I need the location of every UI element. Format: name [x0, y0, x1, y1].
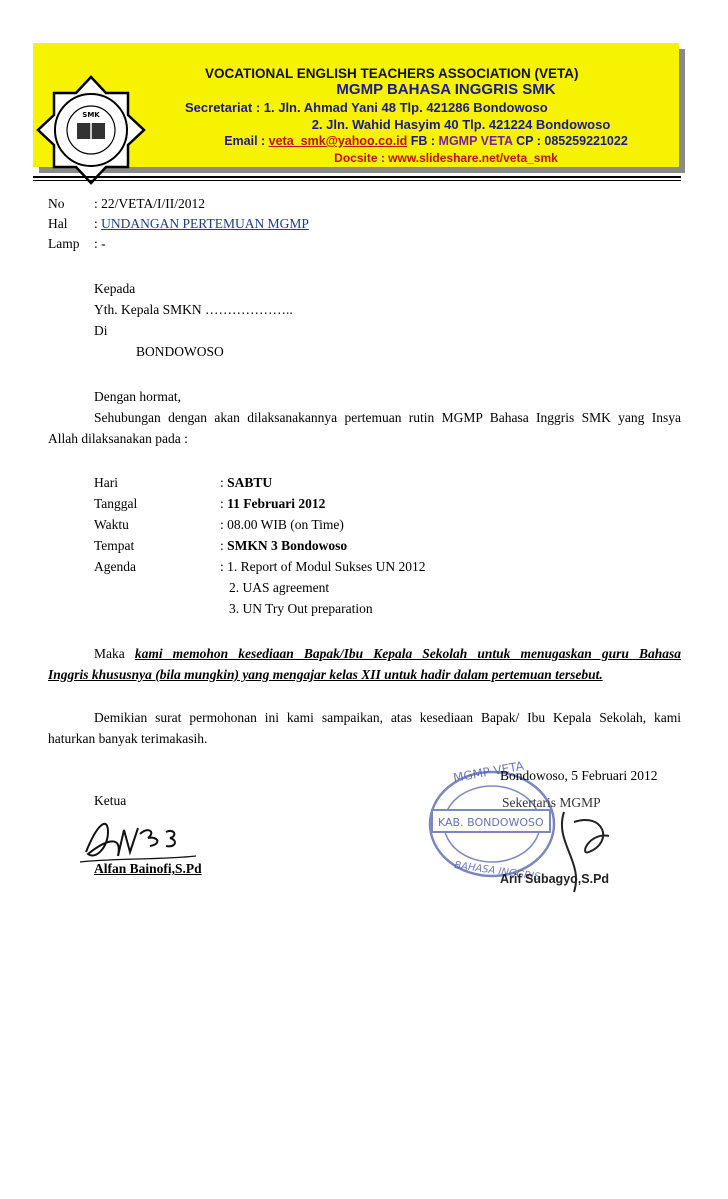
greeting: Dengan hormat, [94, 389, 181, 404]
no-value: : 22/VETA/I/II/2012 [94, 196, 206, 211]
cp-value: CP : 085259221022 [512, 134, 628, 148]
schedule-colon: : [220, 475, 228, 490]
schedule-label: Waktu [94, 517, 129, 532]
schedule-label: Tempat [94, 538, 135, 553]
hal-subject: UNDANGAN PERTEMUAN MGMP [101, 216, 309, 231]
schedule-label: Hari [94, 475, 118, 490]
agenda-item: 2. UAS agreement [229, 580, 330, 595]
agenda-item: 3. UN Try Out preparation [229, 601, 373, 616]
schedule-colon: : [220, 517, 228, 532]
letterhead-contact [193, 134, 659, 148]
request-line-2 [48, 667, 636, 683]
schedule-place: SMKN 3 Bondowoso [227, 538, 348, 553]
veta-logo-icon [36, 75, 146, 185]
left-name: Alfan Bainofi,S.Pd [94, 861, 202, 876]
intro-line-2: Allah dilaksanakan pada : [48, 431, 188, 446]
email-label: Email : [224, 134, 269, 148]
request-emphasis-2: Inggris khususnya (bila mungkin) yang mengajar kelas XII untuk hadir dalam pertemuan tersebut. [48, 667, 603, 682]
fb-label: FB : [407, 134, 439, 148]
stamp-top-text: MGMP VETA [452, 758, 525, 785]
schedule-day: SABTU [227, 475, 273, 490]
request-emphasis-1: kami memohon kesediaan Bapak/Ibu Kepala Sekolah untuk menugaskan guru Bahasa [134, 646, 681, 661]
schedule-value [220, 538, 347, 554]
closing-line-1: Demikian surat permohonan ini kami sampaikan, atas kesediaan Bapak/ Ibu Kepala Sekolah, kami [94, 710, 681, 725]
letterhead-docsite: Docsite : www.slideshare.net/veta_smk [334, 151, 558, 165]
letterhead-address-1: Secretariat : 1. Jln. Ahmad Yani 48 Tlp. 421286 Bondowoso [185, 100, 548, 115]
header-rule [33, 176, 681, 178]
schedule-value [220, 475, 272, 491]
stamp-mid-text: KAB. BONDOWOSO [438, 816, 544, 829]
place-date: Bondowoso, 5 Februari 2012 [500, 768, 658, 783]
request-line-1 [94, 646, 681, 662]
di: Di [94, 323, 108, 338]
schedule-colon: : [220, 496, 228, 511]
recipient-city: BONDOWOSO [136, 344, 224, 359]
stamp-bottom-text: BAHASA INGGRIS [453, 860, 541, 884]
letterhead-address-2: 2. Jln. Wahid Hasyim 40 Tlp. 421224 Bondowoso [311, 117, 611, 132]
fb-value: MGMP VETA [438, 134, 513, 148]
hal-value [94, 216, 309, 232]
right-title: Sekertaris MGMP [502, 795, 601, 810]
schedule-time: 08.00 WIB (on Time) [227, 517, 344, 532]
kepada: Kepada [94, 281, 136, 296]
schedule-value [220, 496, 325, 512]
intro-line-1: Sehubungan dengan akan dilaksanakannya pertemuan rutin MGMP Bahasa Inggris SMK yang Insya [94, 410, 681, 425]
left-signature-icon [78, 812, 198, 868]
hal-label: Hal [48, 216, 68, 231]
closing-line-2: haturkan banyak terimakasih. [48, 731, 208, 746]
schedule-agenda-1: 1. Report of Modul Sukses UN 2012 [227, 559, 426, 574]
no-label: No [48, 196, 65, 211]
hal-colon: : [94, 216, 102, 231]
logo-text: SMK [82, 111, 100, 119]
lamp-label: Lamp [48, 236, 80, 251]
request-maka: Maka [94, 646, 135, 661]
letterhead-org: VOCATIONAL ENGLISH TEACHERS ASSOCIATION (VETA) [205, 66, 579, 81]
recipient-line: Yth. Kepala SMKN ……………….. [94, 302, 293, 317]
schedule-colon: : [220, 538, 228, 553]
email-link[interactable]: veta_smk@yahoo.co.id [268, 134, 408, 148]
schedule-label: Agenda [94, 559, 136, 574]
header-rule-thin [33, 180, 681, 181]
schedule-colon: : [220, 559, 228, 574]
letterhead-title: MGMP BAHASA INGGRIS SMK [336, 81, 556, 98]
schedule-value [220, 517, 344, 533]
right-name: Arif Subagyo,S.Pd [500, 872, 610, 886]
schedule-label: Tanggal [94, 496, 138, 511]
lamp-value: : - [94, 236, 106, 251]
left-title: Ketua [94, 793, 127, 808]
schedule-date: 11 Februari 2012 [227, 496, 326, 511]
schedule-value [220, 559, 426, 575]
